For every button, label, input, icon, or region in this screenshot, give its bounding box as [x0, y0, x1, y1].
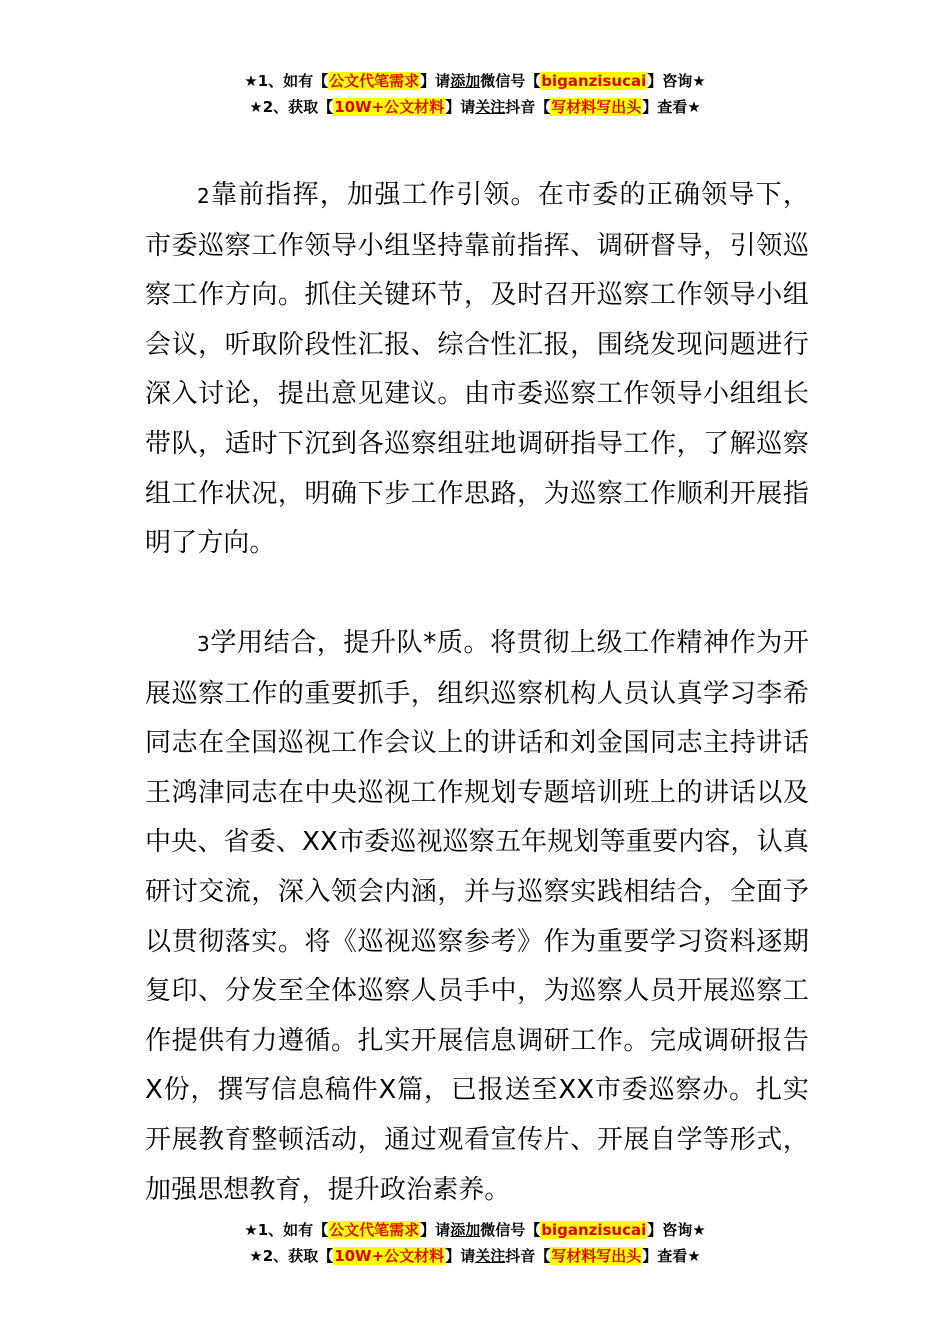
- banner-text: 微信号【: [480, 1221, 541, 1239]
- paragraph-3: [145, 619, 809, 1215]
- banner-text: 】咨询★: [647, 1221, 706, 1239]
- paragraph-2: [145, 171, 809, 569]
- highlight-materials: 10W+公文材料: [334, 98, 445, 116]
- banner-text: 】咨询★: [647, 72, 706, 90]
- banner-line-1: [0, 1217, 950, 1243]
- highlight-materials: 10W+公文材料: [334, 1247, 445, 1265]
- banner-text: 】请: [445, 1247, 476, 1265]
- paragraph-number: 2: [197, 184, 210, 208]
- banner-text: 微信号【: [480, 72, 541, 90]
- banner-text: 抖音【: [505, 98, 551, 116]
- banner-text: ★1、如有【: [244, 1221, 329, 1239]
- banner-underlined-text: 添加: [450, 1221, 481, 1239]
- banner-text: 】查看★: [642, 1247, 701, 1265]
- banner-line-2: [0, 94, 950, 120]
- banner-text: 】请: [420, 72, 451, 90]
- highlight-service: 公文代笔需求: [329, 1221, 420, 1239]
- banner-underlined-text: 添加: [450, 72, 481, 90]
- header-banner: [0, 68, 950, 120]
- footer-banner: [0, 1217, 950, 1269]
- banner-text: 】请: [420, 1221, 451, 1239]
- banner-text: 】查看★: [642, 98, 701, 116]
- highlight-service: 公文代笔需求: [329, 72, 420, 90]
- banner-line-1: [0, 68, 950, 94]
- banner-text: 】请: [445, 98, 476, 116]
- banner-text: ★1、如有【: [244, 72, 329, 90]
- highlight-douyin-account: 写材料写出头: [551, 1247, 642, 1265]
- banner-underlined-text: 关注: [475, 1247, 506, 1265]
- highlight-wechat-id: biganzisucai: [541, 72, 647, 90]
- banner-text: ★2、获取【: [249, 1247, 334, 1265]
- banner-text: 抖音【: [505, 1247, 551, 1265]
- highlight-douyin-account: 写材料写出头: [551, 98, 642, 116]
- banner-text: ★2、获取【: [249, 98, 334, 116]
- paragraph-number: 3: [197, 632, 210, 656]
- highlight-wechat-id: biganzisucai: [541, 1221, 647, 1239]
- banner-line-2: [0, 1243, 950, 1269]
- paragraph-text: 靠前指挥，加强工作引领。在市委的正确领导下，市委巡察工作领导小组坚持靠前指挥、调研督导，引领巡察工作方向。抓住关键环节，及时召开巡察工作领导小组会议，听取阶段性汇报、综合性汇报，围绕发现问题进行深入讨论，提出意见建议。由市委巡察工作领导小组组长带队，适时下沉到各巡察组驻地调研指导工作，了解巡察组工作状况，明确下步工作思路，为巡察工作顺利开展指明了方向。: [145, 180, 809, 559]
- paragraph-text: 学用结合，提升队*质。将贯彻上级工作精神作为开展巡察工作的重要抓手，组织巡察机构人员认真学习李希同志在全国巡视工作会议上的讲话和刘金国同志主持讲话王鸿津同志在中央巡视工作规划专题培训班上的讲话以及中央、省委、XX市委巡视巡察五年规划等重要内容，认真研讨交流，深入领会内涵，并与巡察实践相结合，全面予以贯彻落实。将《巡视巡察参考》作为重要学习资料逐期复印、分发至全体巡察人员手中，为巡察人员开展巡察工作提供有力遵循。扎实开展信息调研工作。完成调研报告X份，撰写信息稿件X篇，已报送至XX市委巡察办。扎实开展教育整顿活动，通过观看宣传片、开展自学等形式，加强思想教育，提升政治素养。: [145, 628, 809, 1205]
- banner-underlined-text: 关注: [475, 98, 506, 116]
